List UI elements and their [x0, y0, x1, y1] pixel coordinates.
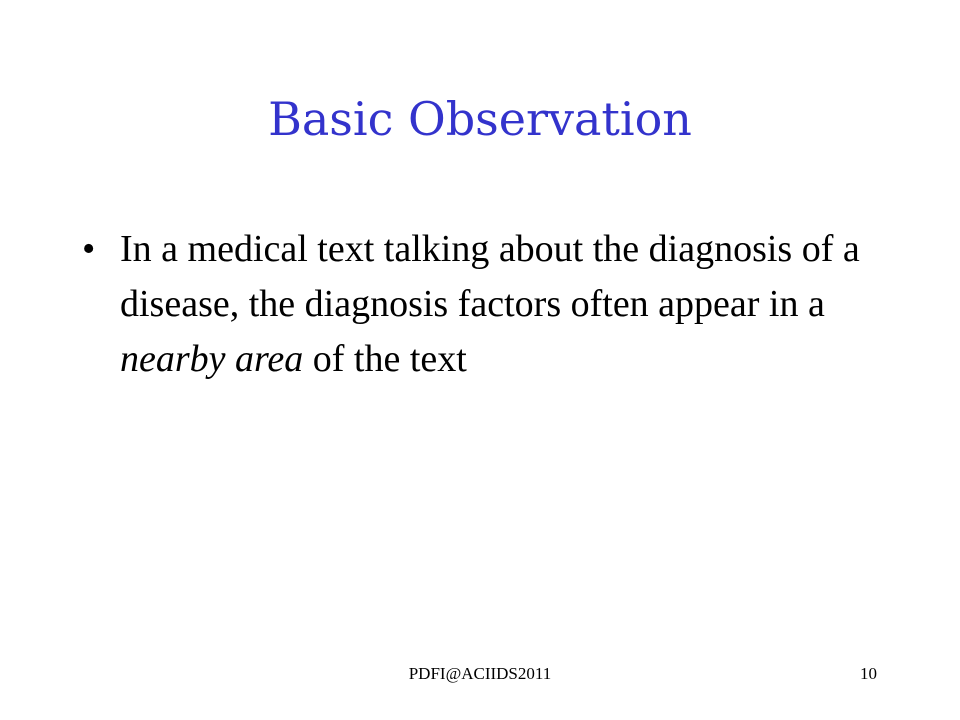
bullet-text-emphasis: nearby area	[120, 338, 304, 380]
footer-label: PDFI@ACIIDS2011	[408, 664, 552, 683]
page-number: 10	[860, 664, 877, 683]
bullet-text-part2: of the text	[303, 338, 467, 380]
bullet-icon: •	[82, 228, 96, 270]
slide-title: Basic Observation	[268, 92, 692, 146]
bullet-text	[120, 222, 882, 387]
bullet-text-part1: In a medical text talking about the diagnosis of a disease, the diagnosis factors often appear in a	[120, 228, 860, 325]
bullet-item	[82, 222, 882, 387]
